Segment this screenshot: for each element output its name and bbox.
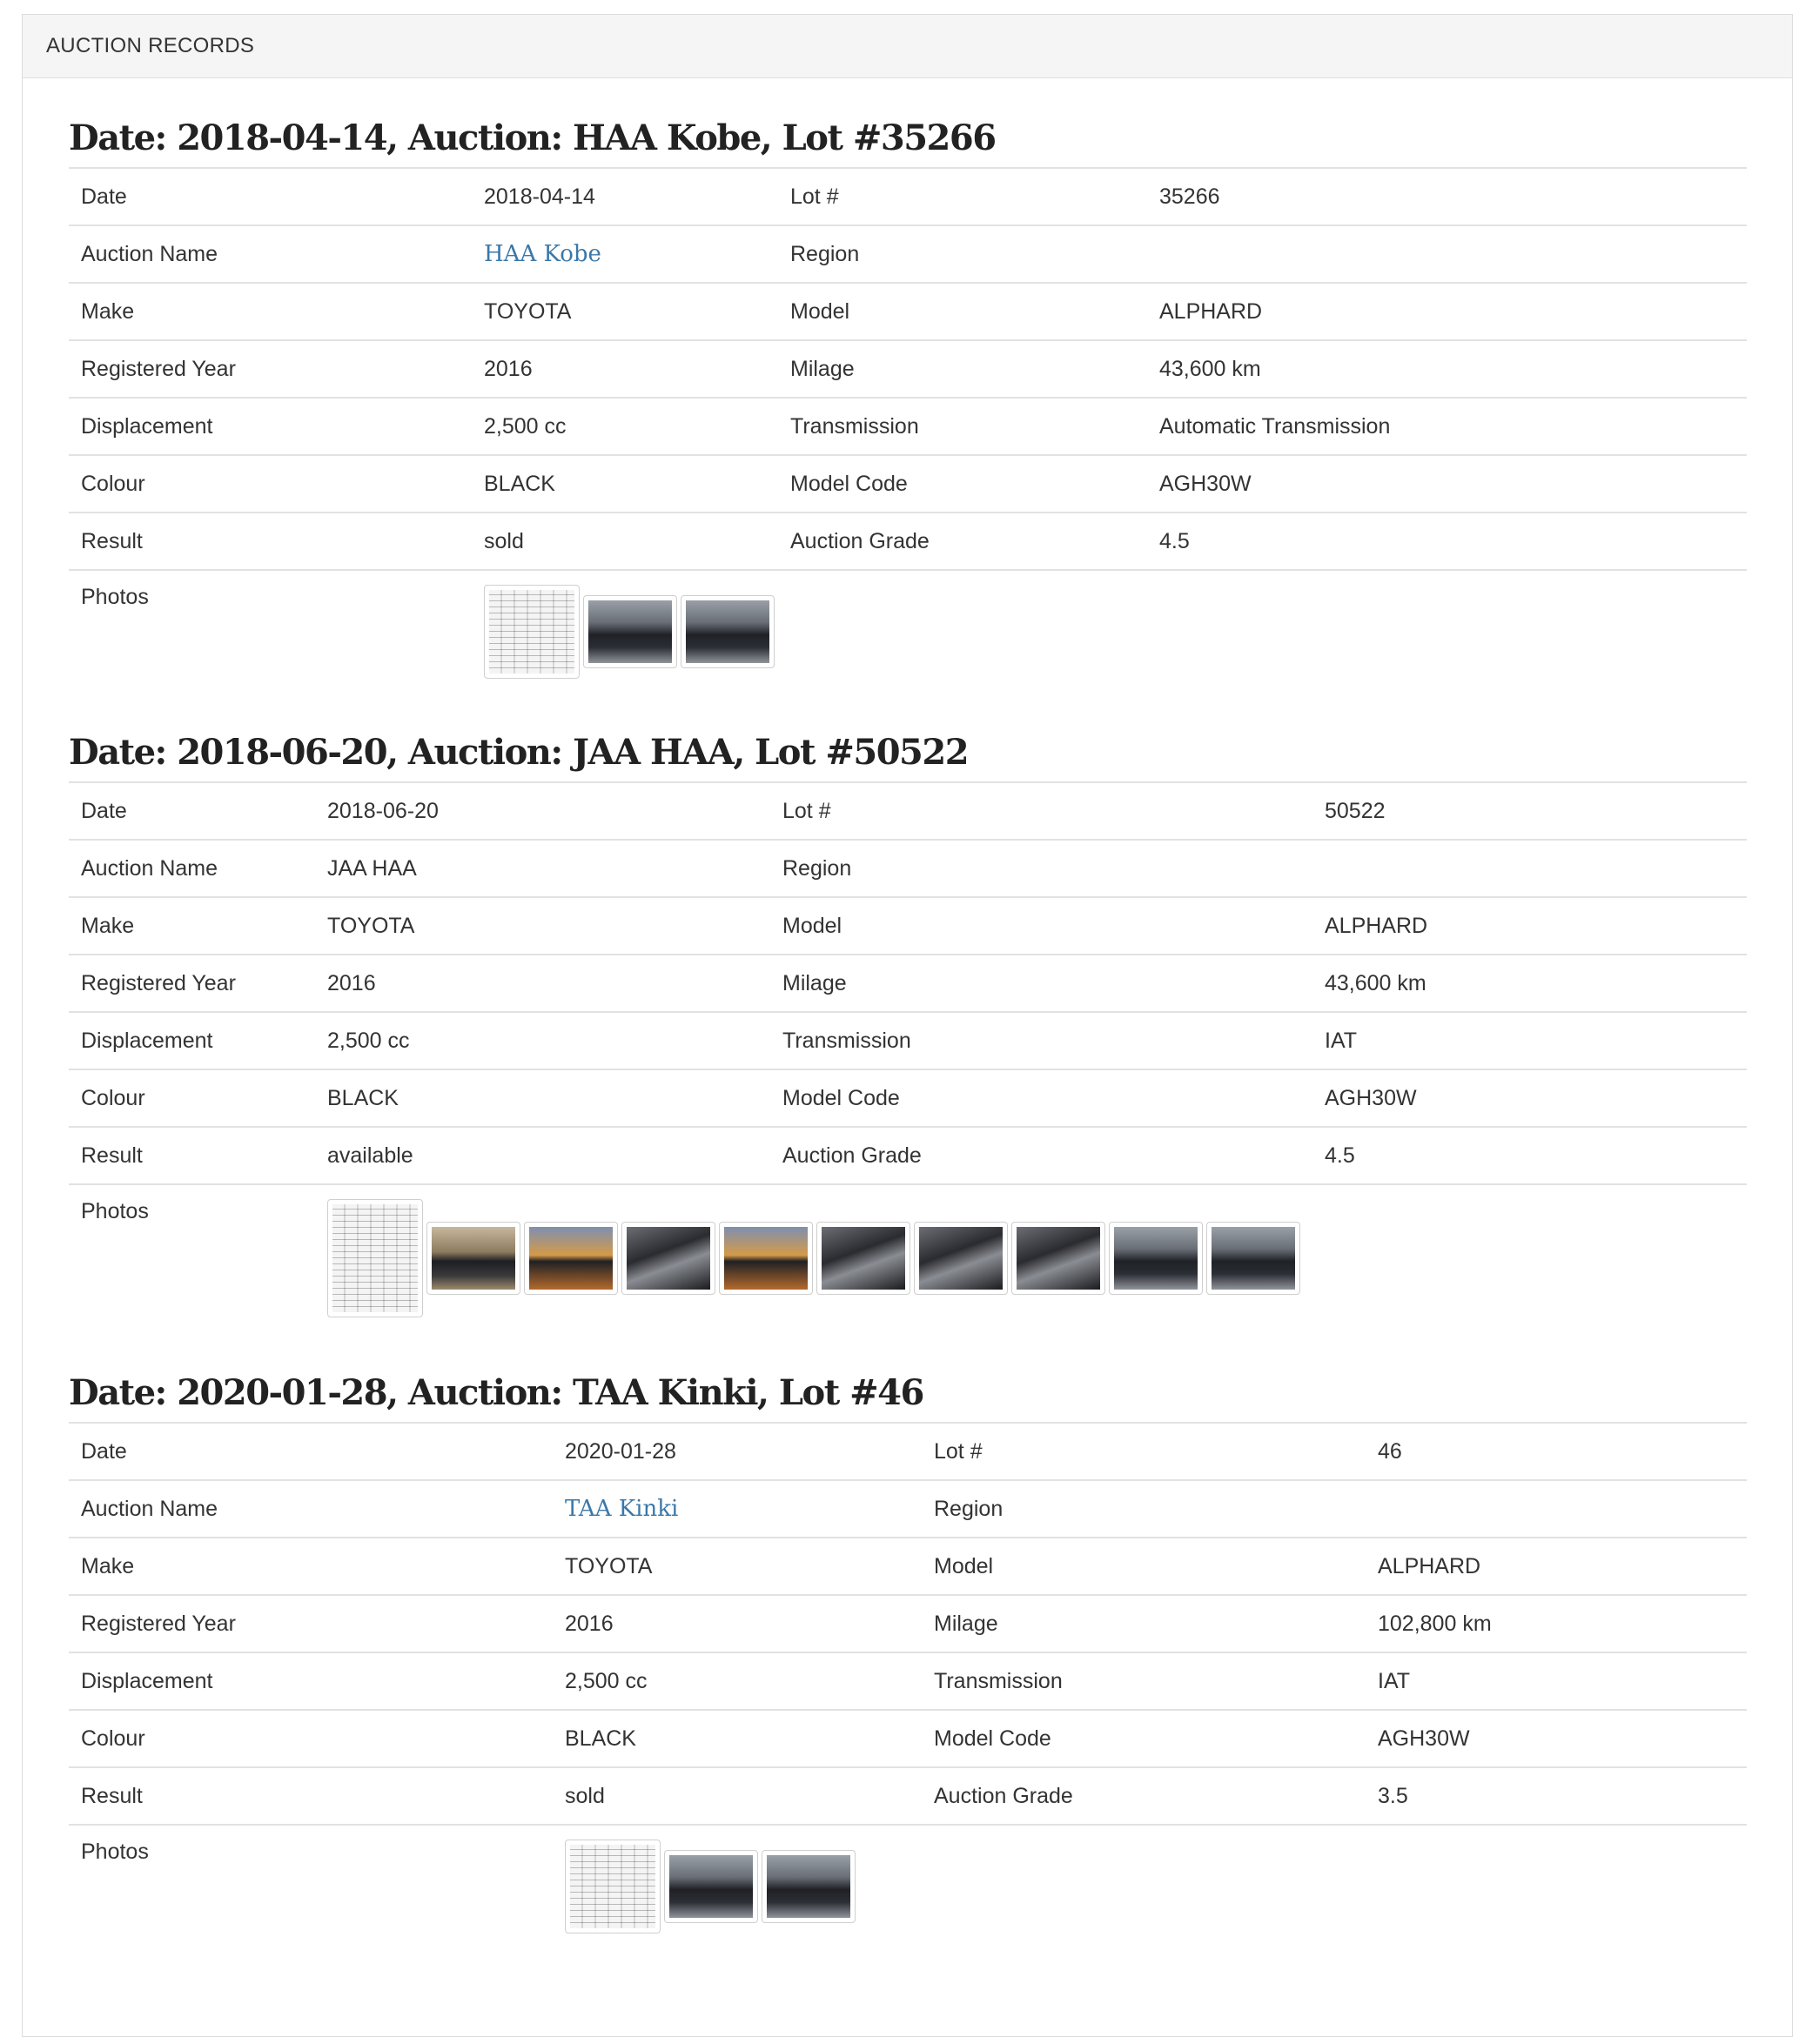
value-auction-grade: 4.5 — [1147, 513, 1747, 570]
table-row — [69, 1652, 1747, 1710]
table-row — [69, 1184, 1747, 1330]
record-heading: Date: 2018-06-20, Auction: JAA HAA, Lot #50522 — [69, 732, 969, 773]
table-row — [69, 840, 1747, 897]
label-photos: Photos — [69, 1184, 315, 1330]
table-row — [69, 168, 1747, 225]
photo-thumbnail[interactable] — [484, 585, 580, 679]
photo-thumbnail[interactable] — [565, 1840, 661, 1933]
value-milage: 43,600 km — [1312, 955, 1747, 1012]
panel-title: AUCTION RECORDS — [23, 15, 1792, 78]
photo-thumbnail[interactable] — [1206, 1222, 1300, 1295]
table-row — [69, 513, 1747, 570]
label-model-code: Model Code — [778, 455, 1147, 513]
value-lot: 46 — [1366, 1423, 1747, 1480]
photo-thumbnail[interactable] — [762, 1850, 856, 1923]
record-table — [69, 781, 1747, 1330]
photo-thumbnail[interactable] — [816, 1222, 910, 1295]
photo-thumbnail[interactable] — [719, 1222, 813, 1295]
auction-name-link[interactable]: TAA Kinki — [565, 1496, 679, 1522]
label-milage: Milage — [778, 340, 1147, 398]
value-region — [1366, 1480, 1747, 1538]
value-milage: 43,600 km — [1147, 340, 1747, 398]
label-model: Model — [778, 283, 1147, 340]
table-row — [69, 340, 1747, 398]
photo-thumbnail[interactable] — [621, 1222, 715, 1295]
record-heading: Date: 2018-04-14, Auction: HAA Kobe, Lot #35266 — [69, 117, 996, 158]
value-result: sold — [553, 1767, 922, 1825]
label-make: Make — [69, 283, 472, 340]
value-colour: BLACK — [472, 455, 778, 513]
label-auction-grade: Auction Grade — [778, 513, 1147, 570]
value-date: 2018-04-14 — [472, 168, 778, 225]
value-registered-year: 2016 — [553, 1595, 922, 1652]
label-region: Region — [770, 840, 1312, 897]
label-auction-grade: Auction Grade — [770, 1127, 1312, 1184]
value-colour: BLACK — [553, 1710, 922, 1767]
value-date: 2020-01-28 — [553, 1423, 922, 1480]
label-region: Region — [922, 1480, 1366, 1538]
record-heading: Date: 2020-01-28, Auction: TAA Kinki, Lot #46 — [69, 1372, 923, 1413]
table-row — [69, 1538, 1747, 1595]
auction-record — [69, 1366, 1747, 1946]
label-model-code: Model Code — [770, 1069, 1312, 1127]
value-model-code: AGH30W — [1366, 1710, 1747, 1767]
table-row — [69, 225, 1747, 283]
table-row — [69, 1423, 1747, 1480]
record-table — [69, 1422, 1747, 1946]
value-date: 2018-06-20 — [315, 782, 770, 840]
photo-gallery — [484, 585, 1735, 691]
label-displacement: Displacement — [69, 398, 472, 455]
table-row — [69, 455, 1747, 513]
table-row — [69, 1480, 1747, 1538]
value-registered-year: 2016 — [472, 340, 778, 398]
table-row — [69, 782, 1747, 840]
label-milage: Milage — [922, 1595, 1366, 1652]
photo-thumbnail[interactable] — [914, 1222, 1008, 1295]
label-model: Model — [770, 897, 1312, 955]
auction-records-panel — [22, 14, 1793, 2037]
label-photos: Photos — [69, 570, 472, 691]
label-lot: Lot # — [778, 168, 1147, 225]
label-make: Make — [69, 1538, 553, 1595]
label-result: Result — [69, 513, 472, 570]
value-auction-grade: 3.5 — [1366, 1767, 1747, 1825]
value-transmission: IAT — [1366, 1652, 1747, 1710]
value-auction-name: JAA HAA — [315, 840, 770, 897]
value-model: ALPHARD — [1147, 283, 1747, 340]
value-result: available — [315, 1127, 770, 1184]
auction-record — [69, 726, 1747, 1330]
label-auction-name: Auction Name — [69, 225, 472, 283]
label-transmission: Transmission — [778, 398, 1147, 455]
label-photos: Photos — [69, 1825, 553, 1946]
label-result: Result — [69, 1767, 553, 1825]
value-transmission: Automatic Transmission — [1147, 398, 1747, 455]
label-lot: Lot # — [922, 1423, 1366, 1480]
value-result: sold — [472, 513, 778, 570]
label-registered-year: Registered Year — [69, 955, 315, 1012]
value-model-code: AGH30W — [1312, 1069, 1747, 1127]
label-make: Make — [69, 897, 315, 955]
table-row — [69, 1069, 1747, 1127]
label-date: Date — [69, 1423, 553, 1480]
value-displacement: 2,500 cc — [553, 1652, 922, 1710]
label-displacement: Displacement — [69, 1012, 315, 1069]
label-registered-year: Registered Year — [69, 1595, 553, 1652]
label-colour: Colour — [69, 455, 472, 513]
label-model: Model — [922, 1538, 1366, 1595]
value-model: ALPHARD — [1312, 897, 1747, 955]
photo-thumbnail[interactable] — [664, 1850, 758, 1923]
table-row — [69, 570, 1747, 691]
table-row — [69, 1012, 1747, 1069]
value-region — [1312, 840, 1747, 897]
table-row — [69, 1127, 1747, 1184]
table-row — [69, 955, 1747, 1012]
label-lot: Lot # — [770, 782, 1312, 840]
photo-thumbnail[interactable] — [327, 1199, 423, 1317]
value-milage: 102,800 km — [1366, 1595, 1747, 1652]
table-row — [69, 1825, 1747, 1946]
value-auction-grade: 4.5 — [1312, 1127, 1747, 1184]
table-row — [69, 1595, 1747, 1652]
auction-name-link[interactable]: HAA Kobe — [484, 241, 601, 267]
label-transmission: Transmission — [922, 1652, 1366, 1710]
table-row — [69, 398, 1747, 455]
photo-thumbnail[interactable] — [1109, 1222, 1203, 1295]
photo-gallery — [565, 1840, 1735, 1946]
value-make: TOYOTA — [553, 1538, 922, 1595]
value-colour: BLACK — [315, 1069, 770, 1127]
auction-record — [69, 111, 1747, 691]
table-row — [69, 1767, 1747, 1825]
label-auction-grade: Auction Grade — [922, 1767, 1366, 1825]
label-result: Result — [69, 1127, 315, 1184]
label-transmission: Transmission — [770, 1012, 1312, 1069]
value-displacement: 2,500 cc — [472, 398, 778, 455]
table-row — [69, 897, 1747, 955]
photo-thumbnail[interactable] — [583, 595, 677, 668]
photo-thumbnail[interactable] — [524, 1222, 618, 1295]
label-region: Region — [778, 225, 1147, 283]
photo-gallery — [327, 1199, 1735, 1330]
value-lot: 35266 — [1147, 168, 1747, 225]
label-auction-name: Auction Name — [69, 840, 315, 897]
value-make: TOYOTA — [472, 283, 778, 340]
value-displacement: 2,500 cc — [315, 1012, 770, 1069]
value-lot: 50522 — [1312, 782, 1747, 840]
label-registered-year: Registered Year — [69, 340, 472, 398]
label-model-code: Model Code — [922, 1710, 1366, 1767]
label-displacement: Displacement — [69, 1652, 553, 1710]
record-table — [69, 167, 1747, 691]
value-model-code: AGH30W — [1147, 455, 1747, 513]
photo-thumbnail[interactable] — [1011, 1222, 1105, 1295]
label-date: Date — [69, 782, 315, 840]
value-region — [1147, 225, 1747, 283]
value-make: TOYOTA — [315, 897, 770, 955]
value-registered-year: 2016 — [315, 955, 770, 1012]
label-auction-name: Auction Name — [69, 1480, 553, 1538]
label-milage: Milage — [770, 955, 1312, 1012]
label-colour: Colour — [69, 1069, 315, 1127]
table-row — [69, 283, 1747, 340]
label-colour: Colour — [69, 1710, 553, 1767]
photo-thumbnail[interactable] — [681, 595, 775, 668]
label-date: Date — [69, 168, 472, 225]
value-model: ALPHARD — [1366, 1538, 1747, 1595]
photo-thumbnail[interactable] — [426, 1222, 520, 1295]
table-row — [69, 1710, 1747, 1767]
value-transmission: IAT — [1312, 1012, 1747, 1069]
